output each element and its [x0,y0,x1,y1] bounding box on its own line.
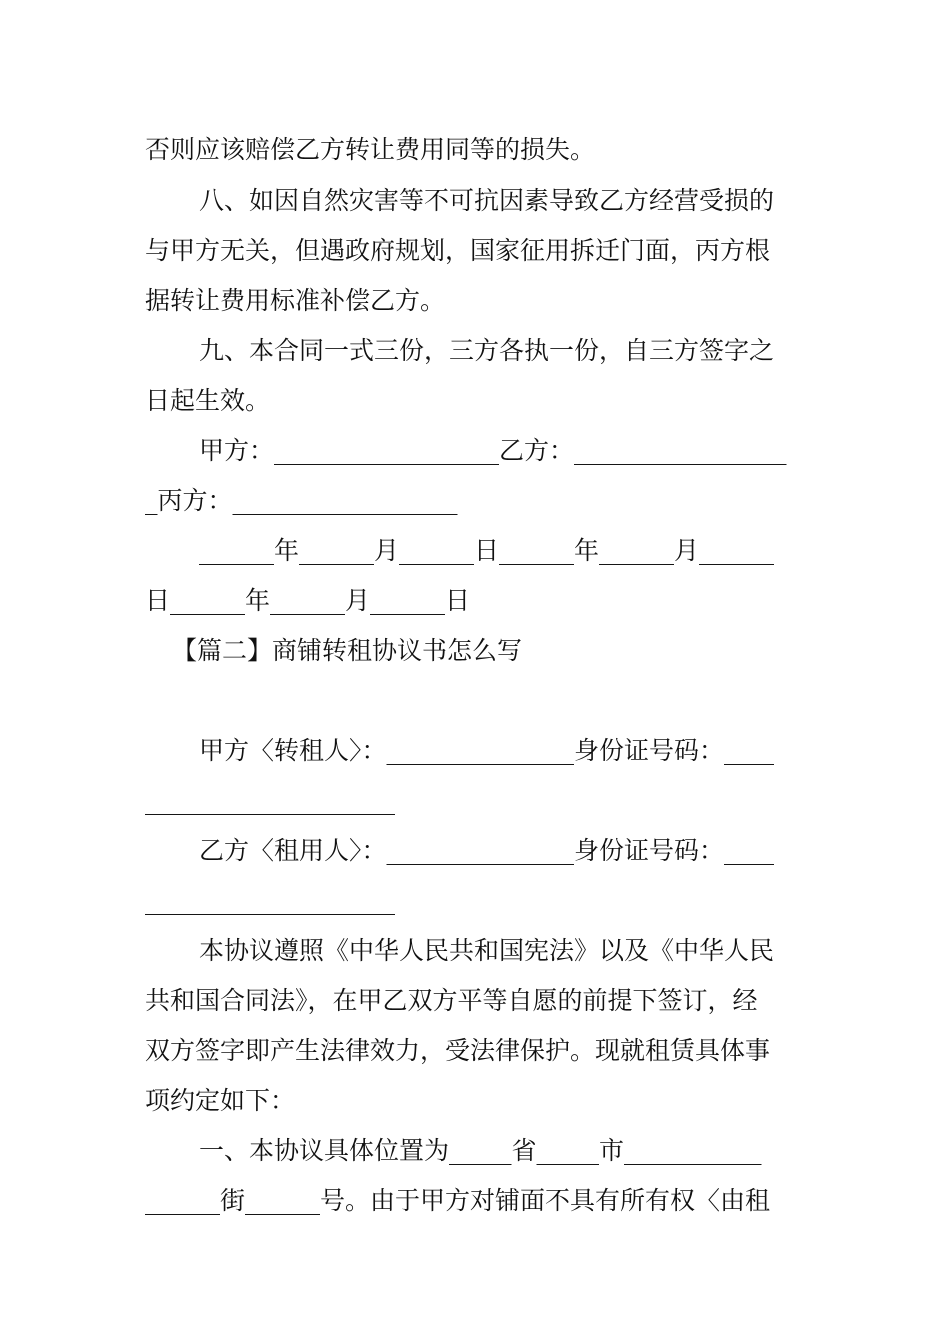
text-line: 否则应该赔偿乙方转让费用同等的损失。 [145,135,596,164]
text-line: 日起生效。 [145,386,271,415]
text-line: 八、如因自然灾害等不可抗因素导致乙方经营受损的 [199,186,775,215]
paragraph-9-line-2 [0,381,950,421]
signature-parties-line-2 [0,481,950,521]
party-a-id-continuation [0,781,950,821]
text-line: 九、本合同一式三份，三方各执一份，自三方签字之 [199,336,775,365]
paragraph-8-line-1 [0,181,950,221]
clause-1-line-1 [0,1131,950,1171]
text-line: ____________________ [145,786,395,815]
text-line: ______年______月______日______年______月______ [199,536,775,565]
paragraph-7-end [0,130,950,170]
paragraph-8-line-2 [0,231,950,271]
text-line: 与甲方无关，但遇政府规划，国家征用拆迁门面，丙方根 [145,236,771,265]
text-line: 据转让费用标准补偿乙方。 [145,286,446,315]
text-line: 甲方〈转租人〉：_______________身份证号码：____ [199,736,775,765]
paragraph-9-line-1 [0,331,950,371]
clause-1-line-2 [0,1181,950,1221]
preamble-line-2 [0,981,950,1021]
section-title: 【篇二】商铺转租协议书怎么写 [172,636,523,665]
preamble-line-3 [0,1031,950,1071]
signature-dates-line-2 [0,581,950,621]
text-line: _丙方：__________________ [145,486,458,515]
section-heading [0,631,950,671]
text-line: 项约定如下： [145,1086,296,1115]
party-a-line [0,731,950,771]
signature-parties-line-1 [0,431,950,471]
text-line: 日______年______月______日 [145,586,471,615]
signature-dates-line-1 [0,531,950,571]
preamble-line-4 [0,1081,950,1121]
text-line: 乙方〈租用人〉：_______________身份证号码：____ [199,836,775,865]
text-line: 本协议遵照《中华人民共和国宪法》以及《中华人民 [199,936,775,965]
text-line: ____________________ [145,886,395,915]
text-line: 共和国合同法》，在甲乙双方平等自愿的前提下签订，经 [145,986,758,1015]
text-line: 甲方：__________________乙方：_________________ [199,436,787,465]
text-line: 双方签字即产生法律效力，受法律保护。现就租赁具体事 [145,1036,771,1065]
party-b-line [0,831,950,871]
text-line: 一、本协议具体位置为_____省_____市___________ [199,1136,762,1165]
paragraph-8-line-3 [0,281,950,321]
text-line: ______街______号。由于甲方对铺面不具有所有权〈由租 [145,1186,771,1215]
party-b-id-continuation [0,881,950,921]
preamble-line-1 [0,931,950,971]
